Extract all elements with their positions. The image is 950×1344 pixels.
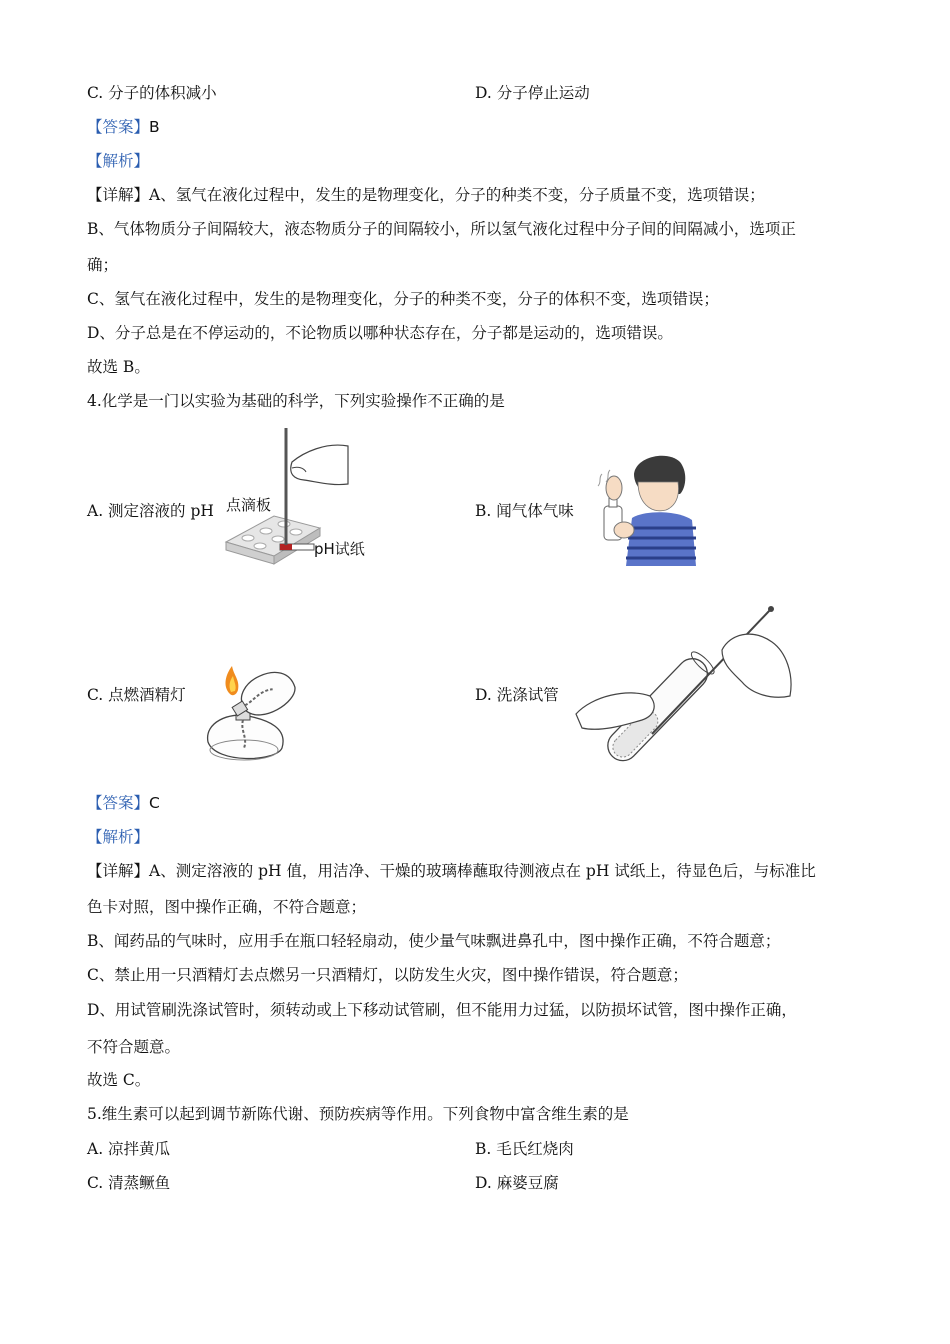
q4-option-b: B. 闻气体气味 (475, 502, 574, 520)
q3-detail-4: D、分子总是在不停运动的，不论物质以哪种状态存在，分子都是运动的，选项错误。 (87, 324, 673, 342)
washing-test-tube-figure (572, 604, 798, 772)
analysis-tag: 【解析】 (87, 828, 150, 846)
q3-conclusion: 故选 B。 (87, 358, 150, 376)
q3-detail-3: C、氢气在液化过程中，发生的是物理变化，分子的种类不变，分子的体积不变，选项错误； (87, 290, 719, 308)
q4-option-a: A. 测定溶液的 pH (87, 502, 214, 520)
q3-detail-2b: 确； (87, 256, 119, 274)
smelling-gas-figure (592, 448, 704, 566)
q5-option-c: C. 清蒸鳜鱼 (87, 1174, 171, 1192)
q4-detail-3: C、禁止用一只酒精灯去点燃另一只酒精灯，以防发生火灾，图中操作错误，符合题意； (87, 966, 688, 984)
q3-detail-2a: B、气体物质分子间隔较大，液态物质分子的间隔较小，所以氢气液化过程中分子间的间隔减小，选项正 (87, 220, 796, 238)
q3-option-d: D. 分子停止运动 (475, 84, 590, 102)
answer-tag: 【答案】 (87, 794, 150, 812)
ph-test-figure (222, 424, 372, 566)
answer-value: B (149, 118, 160, 136)
ph-paper-label: pH试纸 (314, 540, 365, 558)
q4-detail-4b: 不符合题意。 (87, 1038, 181, 1056)
q4-detail-4a: D、用试管刷洗涤试管时，须转动或上下移动试管刷，但不能用力过猛，以防损坏试管，图中操作正确， (87, 1001, 797, 1019)
analysis-tag: 【解析】 (87, 152, 150, 170)
answer-value: C (149, 794, 160, 812)
q5-stem: 5.维生素可以起到调节新陈代谢、预防疾病等作用。下列食物中富含维生素的是 (87, 1105, 629, 1123)
q4-detail-1b: 色卡对照，图中操作正确，不符合题意； (87, 898, 367, 916)
q5-option-b: B. 毛氏红烧肉 (475, 1140, 574, 1158)
q4-option-d: D. 洗涤试管 (475, 686, 559, 704)
q4-detail-2: B、闻药品的气味时，应用手在瓶口轻轻扇动，使少量气味飘进鼻孔中，图中操作正确，不符合题意； (87, 932, 781, 950)
q4-option-c: C. 点燃酒精灯 (87, 686, 186, 704)
q3-answer-line (87, 115, 160, 137)
q3-detail-1: 【详解】A、氢气在液化过程中，发生的是物理变化，分子的种类不变，分子质量不变，选项错误； (87, 186, 765, 204)
q5-option-d: D. 麻婆豆腐 (475, 1174, 559, 1192)
spot-plate-label: 点滴板 (226, 496, 272, 514)
q4-stem: 4.化学是一门以实验为基础的科学，下列实验操作不正确的是 (87, 392, 505, 410)
q5-option-a: A. 凉拌黄瓜 (87, 1140, 171, 1158)
answer-tag: 【答案】 (87, 118, 150, 136)
q4-conclusion: 故选 C。 (87, 1071, 151, 1089)
q3-option-c: C. 分子的体积减小 (87, 84, 217, 102)
q4-answer-line (87, 791, 160, 813)
q4-detail-1a: 【详解】A、测定溶液的 pH 值，用洁净、干燥的玻璃棒蘸取待测液点在 pH 试纸上，待显色后，与标准比 (87, 862, 816, 880)
alcohol-lamp-figure (196, 664, 300, 772)
